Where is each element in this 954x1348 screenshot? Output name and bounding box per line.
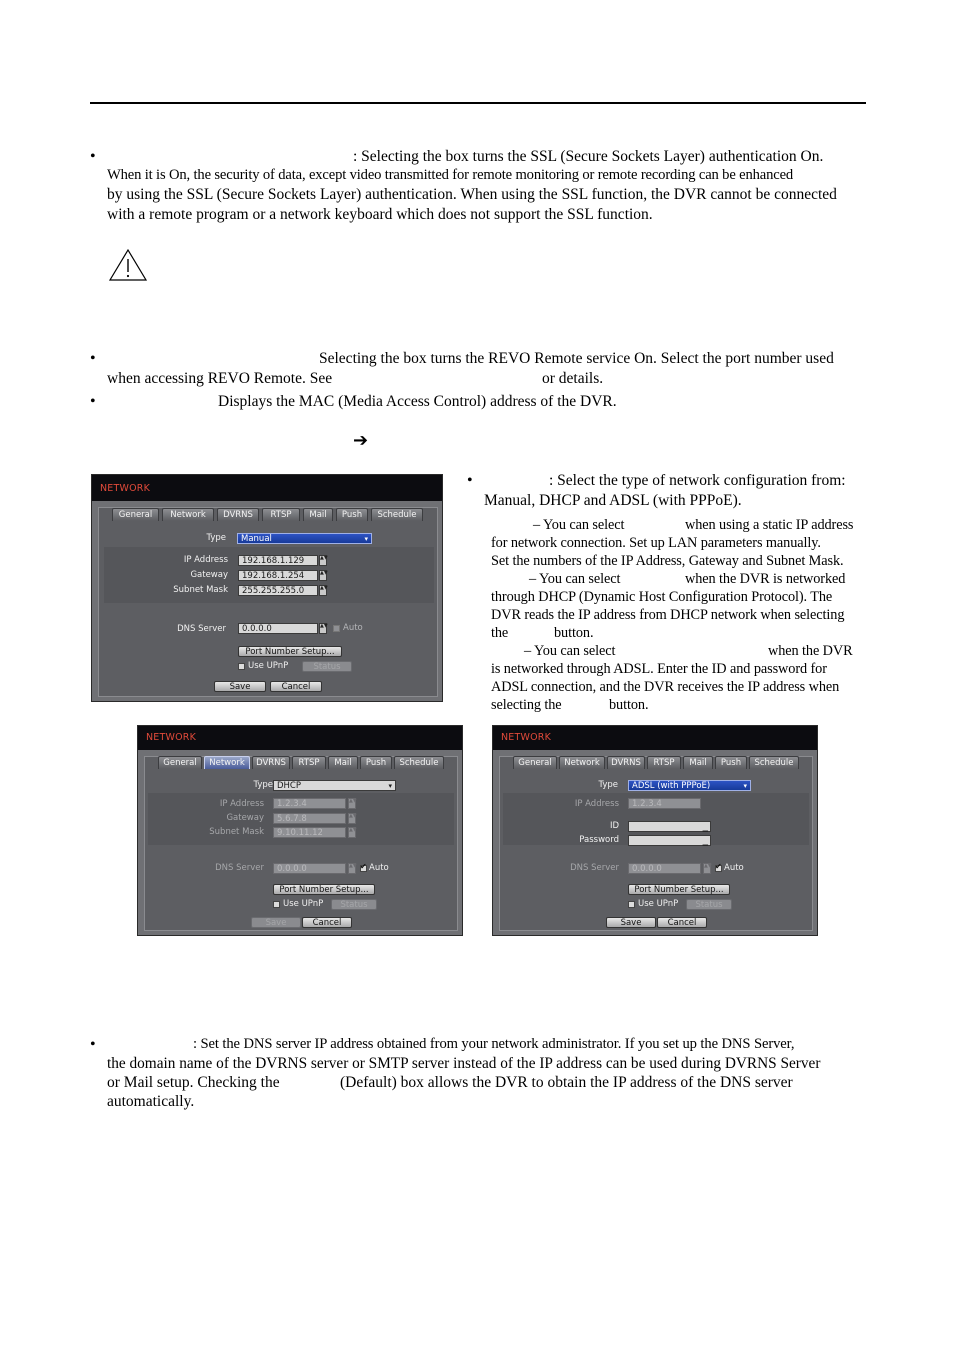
port-number-setup-button[interactable]: Port Number Setup... [628, 884, 730, 895]
bullet: • [90, 148, 96, 165]
auto-label: Auto [343, 623, 363, 633]
port-number-setup-button[interactable]: Port Number Setup... [238, 646, 342, 657]
tab-rtsp[interactable]: RTSP [647, 756, 681, 769]
spinner-icon[interactable]: ▲▼ [319, 555, 327, 566]
network-panel-manual [91, 474, 443, 702]
tab-push[interactable]: Push [336, 508, 368, 521]
save-button[interactable]: Save [214, 681, 266, 692]
ssl-line-1: : Selecting the box turns the SSL (Secure Sockets Layer) authentication On. [353, 148, 824, 165]
dhcp-2: through DHCP (Dynamic Host Configuration Protocol). The [491, 589, 833, 605]
save-button[interactable]: Save [606, 917, 656, 928]
dns-server-label: DNS Server [570, 863, 619, 873]
bullet: • [90, 350, 96, 367]
dhcp-a: – You can select [529, 571, 621, 587]
spinner-icon[interactable]: ▲▼ [319, 585, 327, 596]
type-value: DHCP [277, 781, 301, 791]
tab-network[interactable]: Network [204, 756, 250, 769]
dhcp-4a: the [491, 625, 509, 641]
tab-mail[interactable]: Mail [303, 508, 333, 521]
spinner-icon[interactable]: ▲▼ [348, 827, 356, 838]
type-head-b: Manual, DHCP and ADSL (with PPPoE). [484, 492, 742, 509]
dns-server-field[interactable]: 0.0.0.0 [628, 863, 701, 874]
use-upnp-checkbox[interactable] [628, 901, 635, 908]
type-value: ADSL (with PPPoE) [632, 781, 711, 791]
revo-line-2b: or details. [542, 370, 604, 387]
password-field[interactable] [628, 835, 711, 846]
panel-title: NETWORK [501, 732, 552, 743]
revo-line-2a: when accessing REVO Remote. See [107, 370, 333, 387]
dns-line-3b: (Default) box allows the DVR to obtain the IP address of the DNS server [340, 1074, 793, 1091]
status-button[interactable]: Status [331, 899, 377, 910]
panel-titlebar [92, 475, 442, 501]
gateway-label: Gateway [226, 813, 264, 823]
revo-line-1: Selecting the box turns the REVO Remote service On. Select the port number used [319, 350, 834, 367]
type-dropdown[interactable] [628, 780, 751, 791]
type-label: Type [598, 780, 618, 790]
tab-network[interactable]: Network [162, 508, 214, 521]
panel-titlebar [493, 726, 817, 750]
manual-b: when using a static IP address [685, 517, 854, 533]
use-upnp-label: Use UPnP [248, 661, 289, 671]
subnet-mask-field[interactable]: 9.10.11.12 [273, 827, 346, 838]
id-label: ID [609, 821, 619, 831]
tab-bar [513, 756, 799, 769]
manual-3: Set the numbers of the IP Address, Gateway and Subnet Mask. [491, 553, 844, 569]
chevron-down-icon: ▾ [364, 535, 368, 543]
ip-address-label: IP Address [219, 799, 264, 809]
port-number-setup-button[interactable]: Port Number Setup... [273, 884, 375, 895]
use-upnp-label: Use UPnP [638, 899, 679, 909]
arrow-icon: ➔ [353, 430, 369, 451]
mac-text: Displays the MAC (Media Access Control) address of the DVR. [218, 393, 617, 410]
use-upnp-checkbox[interactable] [273, 901, 280, 908]
spinner-icon[interactable]: ▲▼ [348, 863, 356, 874]
tab-general[interactable]: General [513, 756, 557, 769]
spinner-icon[interactable]: ▲▼ [319, 623, 327, 634]
auto-label: Auto [369, 863, 389, 873]
tab-bar [112, 508, 423, 521]
spinner-icon[interactable]: ▲▼ [319, 570, 327, 581]
subnet-mask-label: Subnet Mask [173, 585, 228, 595]
adsl-2: is networked through ADSL. Enter the ID and password for [491, 661, 827, 677]
dns-line-1: : Set the DNS server IP address obtained from your network administrator. If you set up the DNS Server, [193, 1036, 795, 1052]
id-field[interactable] [628, 821, 711, 832]
ip-address-field[interactable]: 1.2.3.4 [273, 798, 346, 809]
tab-dvrns[interactable]: DVRNS [217, 508, 259, 521]
keyboard-icon: ▁ [702, 838, 708, 846]
tab-general[interactable]: General [112, 508, 159, 521]
subnet-mask-label: Subnet Mask [209, 827, 264, 837]
manual-2: for network connection. Set up LAN parameters manually. [491, 535, 821, 551]
spinner-icon[interactable]: ▲▼ [703, 863, 711, 874]
tab-mail[interactable]: Mail [683, 756, 713, 769]
adsl-4b: button. [609, 697, 649, 713]
dns-server-label: DNS Server [177, 624, 226, 634]
header-rule [90, 102, 866, 104]
keyboard-icon: ▁ [702, 824, 708, 832]
use-upnp-label: Use UPnP [283, 899, 324, 909]
status-button[interactable]: Status [302, 661, 352, 672]
tab-general[interactable]: General [158, 756, 202, 769]
adsl-4a: selecting the [491, 697, 562, 713]
tab-dvrns[interactable]: DVRNS [607, 756, 645, 769]
ip-address-field[interactable]: 192.168.1.129 [238, 555, 318, 566]
tab-schedule[interactable]: Schedule [371, 508, 423, 521]
password-label: Password [579, 835, 619, 845]
type-dropdown[interactable] [273, 780, 396, 791]
dns-server-field[interactable]: 0.0.0.0 [238, 623, 318, 634]
spinner-icon[interactable]: ▲▼ [348, 813, 356, 824]
adsl-a: – You can select [524, 643, 616, 659]
gateway-field[interactable]: 5.6.7.8 [273, 813, 346, 824]
spinner-icon[interactable]: ▲▼ [348, 798, 356, 809]
tab-push[interactable]: Push [715, 756, 747, 769]
ssl-line-2: When it is On, the security of data, except video transmitted for remote monitoring or remote recording can be enhanced [107, 167, 794, 183]
auto-label: Auto [724, 863, 744, 873]
subnet-mask-field[interactable]: 255.255.255.0 [238, 585, 318, 596]
tab-network[interactable]: Network [559, 756, 605, 769]
dhcp-3: DVR reads the IP address from DHCP network when selecting [491, 607, 845, 623]
auto-checkbox[interactable] [360, 865, 367, 872]
use-upnp-checkbox[interactable] [238, 663, 245, 670]
cancel-button[interactable]: Cancel [270, 681, 322, 692]
type-dropdown[interactable] [237, 533, 372, 544]
panel-titlebar [138, 726, 462, 750]
auto-checkbox[interactable] [333, 625, 340, 632]
ip-address-label: IP Address [574, 799, 619, 809]
panel-title: NETWORK [100, 483, 151, 494]
ssl-line-4: with a remote program or a network keyboard which does not support the SSL function. [107, 206, 653, 223]
gateway-field[interactable]: 192.168.1.254 [238, 570, 318, 581]
dns-server-field[interactable]: 0.0.0.0 [273, 863, 346, 874]
panel-title: NETWORK [146, 732, 197, 743]
network-panel-adsl [492, 725, 818, 936]
bullet: • [467, 472, 473, 489]
cancel-button[interactable]: Cancel [657, 917, 707, 928]
manual-a: – You can select [533, 517, 625, 533]
dhcp-b: when the DVR is networked [685, 571, 846, 587]
dns-line-4: automatically. [107, 1093, 195, 1110]
tab-mail[interactable]: Mail [328, 756, 358, 769]
auto-checkbox[interactable] [715, 865, 722, 872]
cancel-button[interactable]: Cancel [302, 917, 352, 928]
adsl-b: when the DVR [768, 643, 853, 659]
ssl-line-3: by using the SSL (Secure Sockets Layer) authentication. When using the SSL function, the DVR cannot be connected [107, 186, 837, 203]
warning-icon [108, 248, 148, 282]
type-label: Type [253, 780, 273, 790]
type-head-a: : Select the type of network configuration from: [549, 472, 846, 489]
tab-rtsp[interactable]: RTSP [292, 756, 326, 769]
ip-address-field[interactable]: 1.2.3.4 [628, 798, 701, 809]
bullet: • [90, 393, 96, 410]
gateway-label: Gateway [190, 570, 228, 580]
bullet: • [90, 1036, 96, 1053]
type-value: Manual [241, 534, 272, 544]
dhcp-4b: button. [554, 625, 594, 641]
tab-bar [158, 756, 444, 769]
chevron-down-icon: ▾ [743, 782, 747, 790]
network-panel-dhcp [137, 725, 463, 936]
chevron-down-icon: ▾ [388, 782, 392, 790]
tab-rtsp[interactable]: RTSP [262, 508, 300, 521]
tab-push[interactable]: Push [360, 756, 392, 769]
save-button[interactable]: Save [251, 917, 301, 928]
dns-line-2: the domain name of the DVRNS server or SMTP server instead of the IP address can be used during DVRNS Server [107, 1055, 821, 1072]
tab-dvrns[interactable]: DVRNS [252, 756, 290, 769]
dns-line-3a: or Mail setup. Checking the [107, 1074, 280, 1091]
ip-address-label: IP Address [183, 555, 228, 565]
tab-schedule[interactable]: Schedule [749, 756, 799, 769]
dns-server-label: DNS Server [215, 863, 264, 873]
adsl-3: ADSL connection, and the DVR receives the IP address when [491, 679, 840, 695]
status-button[interactable]: Status [686, 899, 732, 910]
type-label: Type [206, 533, 226, 543]
tab-schedule[interactable]: Schedule [394, 756, 444, 769]
